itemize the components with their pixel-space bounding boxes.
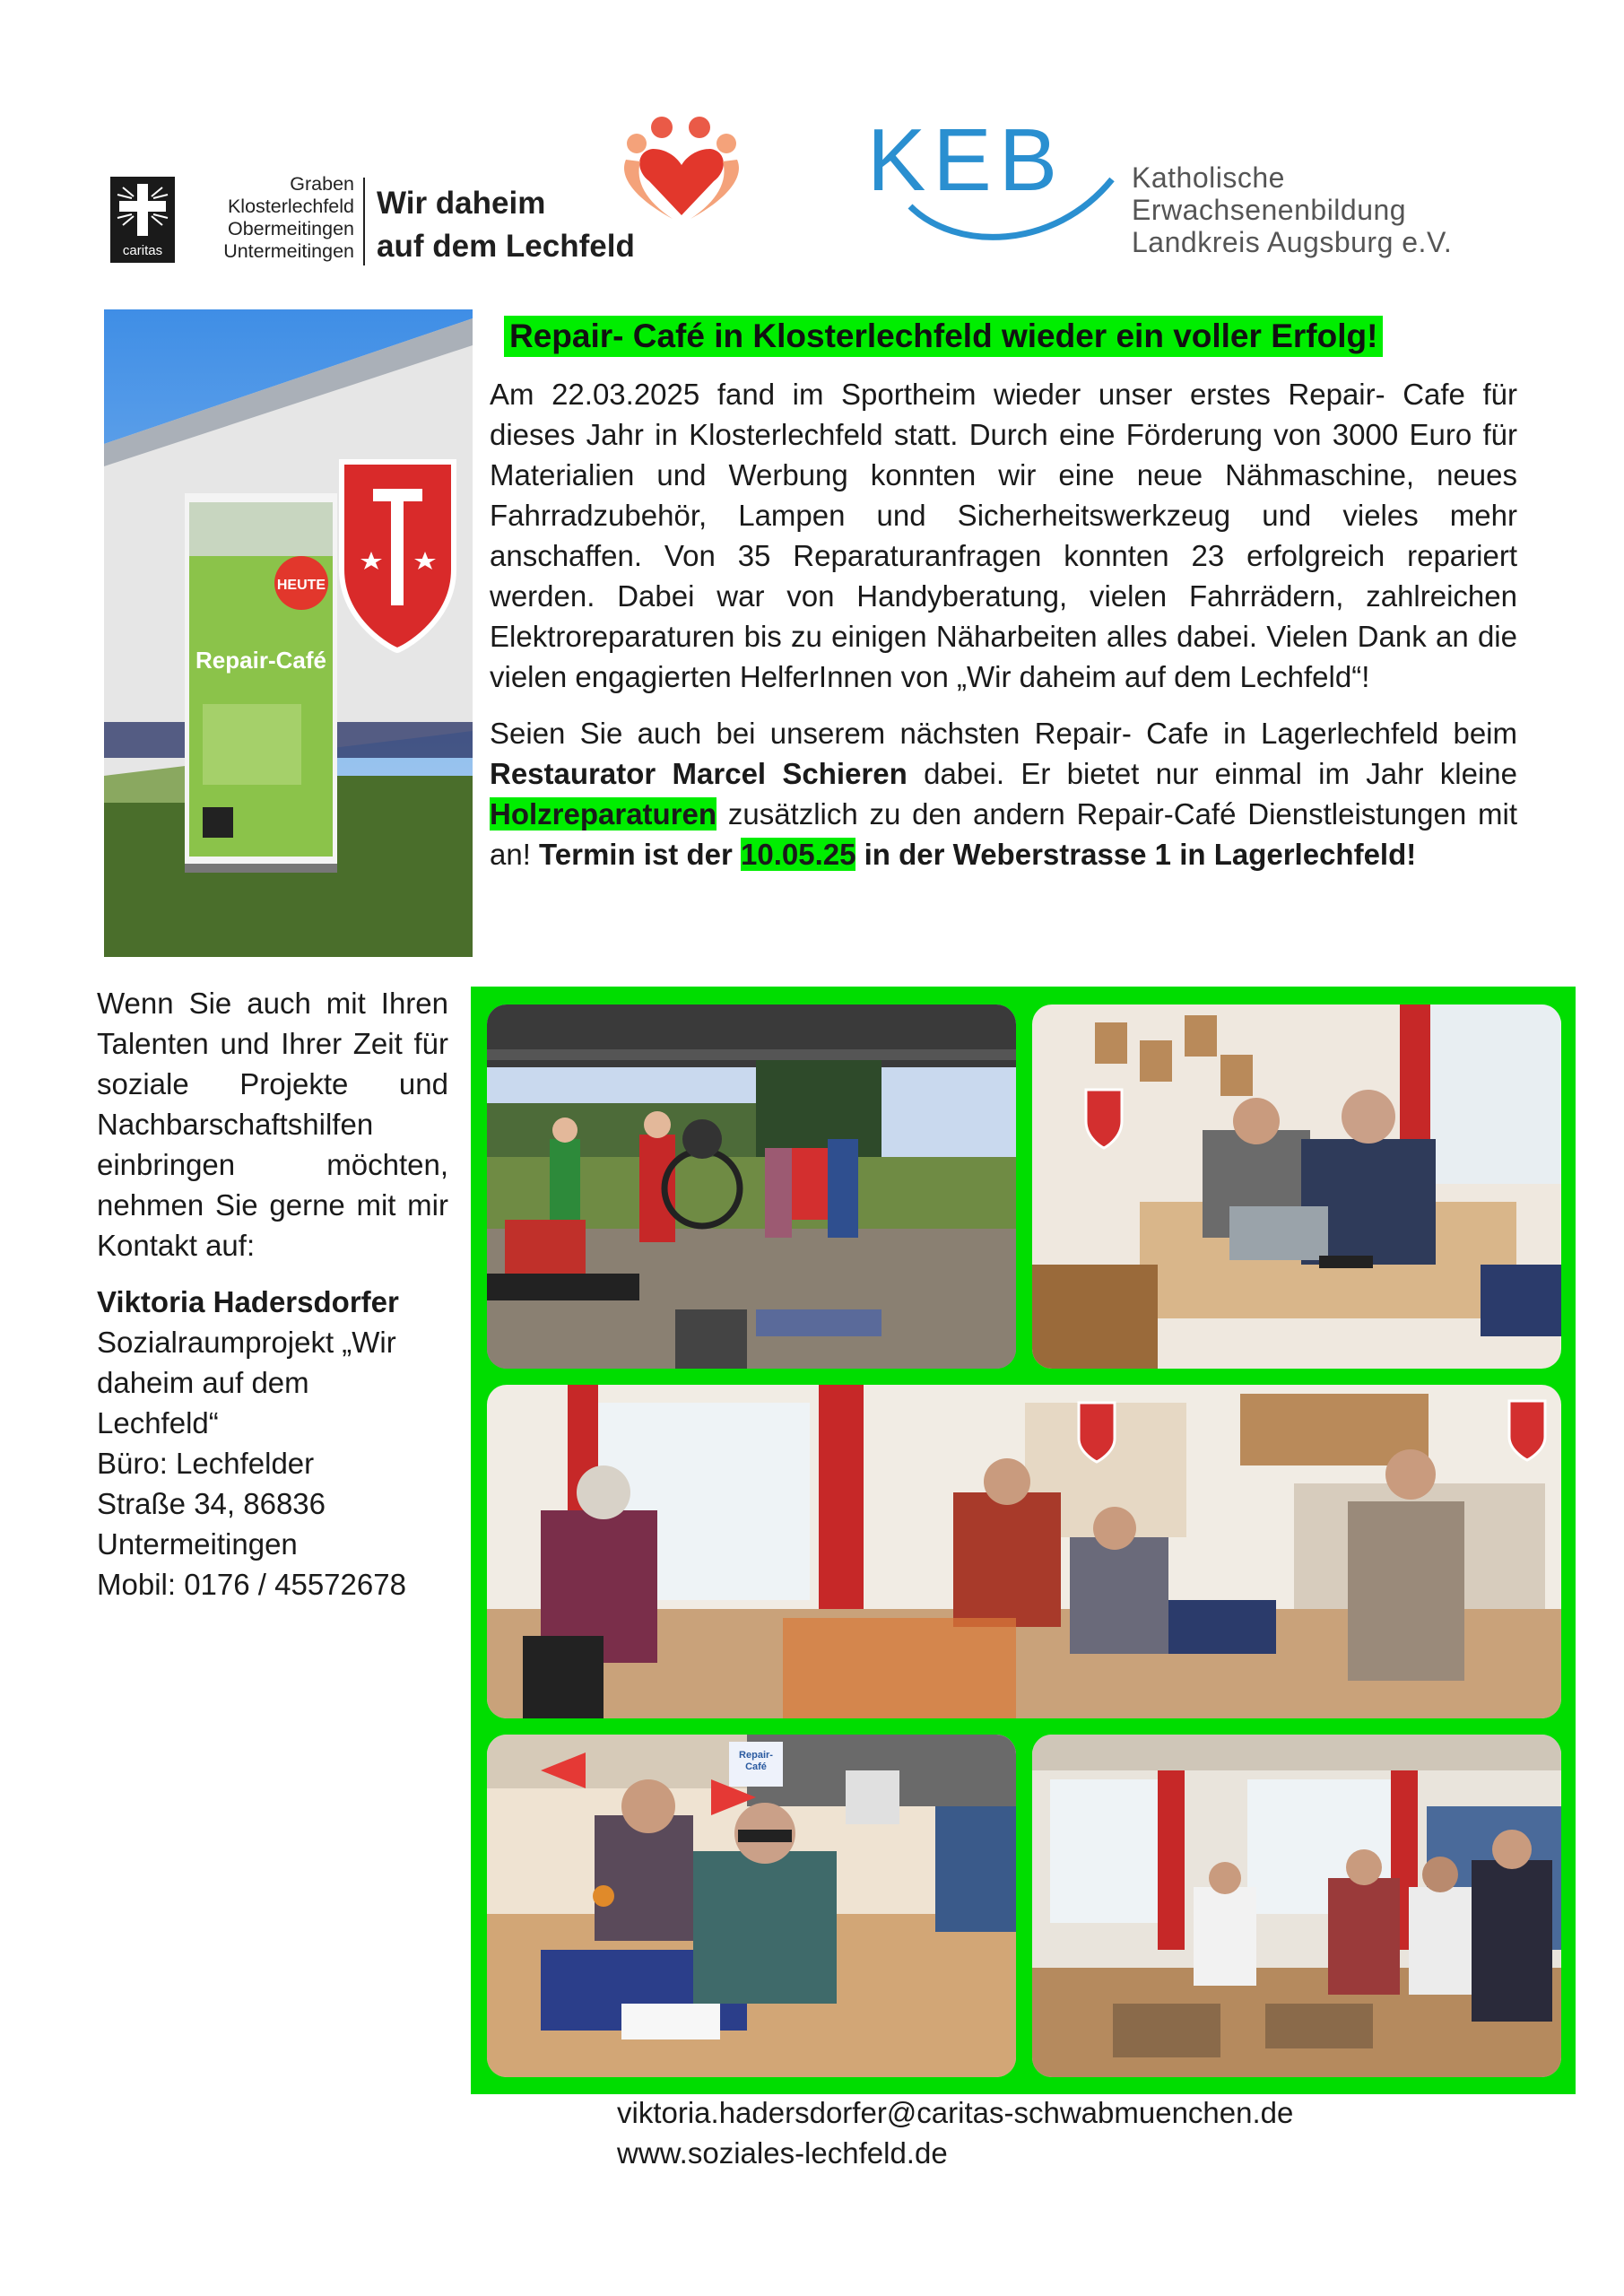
photo-cafe-room-people	[1032, 1735, 1561, 2077]
repair-cafe-sign: Repair-Café	[739, 1750, 773, 1772]
paragraph-next-event	[490, 713, 1517, 874]
photo-women-at-table	[487, 1735, 1016, 2077]
photo-laptop-consultation	[1032, 1004, 1561, 1369]
contact-role-line: daheim auf dem	[97, 1366, 309, 1399]
holzreparaturen-highlight: Holzreparaturen	[490, 797, 717, 831]
contact-role-line: Lechfeld“	[97, 1406, 219, 1439]
contact-address-line: Straße 34, 86836	[97, 1487, 326, 1520]
termin-label: Termin ist der	[539, 838, 741, 871]
keb-logo-text: KEB	[867, 117, 1065, 209]
town-name: Untermeitingen	[223, 240, 354, 262]
banner-heute-text: HEUTE	[276, 578, 326, 593]
event-date-highlight: 10.05.25	[741, 838, 856, 871]
photo-grid	[471, 987, 1576, 2094]
photo-outdoor-bike-repair	[487, 1004, 1016, 1369]
footer-email-link[interactable]: viktoria.hadersdorfer@caritas-schwabmuenchen.de	[617, 2096, 1294, 2129]
photo-repair-room	[487, 1385, 1561, 1718]
footer-website-link[interactable]: www.soziales-lechfeld.de	[617, 2136, 948, 2170]
caritas-label: caritas	[122, 243, 163, 258]
contact-sidebar	[97, 983, 448, 1605]
project-name-line1: Wir daheim	[377, 186, 546, 221]
banner-title-text: Repair-Café	[195, 647, 326, 674]
text-segment: zusätzlich zu den andern Repair-Café Dienstleistungen mit an!	[490, 797, 1517, 871]
caritas-cross-icon	[110, 177, 175, 243]
paragraph-report: Am 22.03.2025 fand im Sportheim wieder unser erstes Repair- Cafe für dieses Jahr in Klosterlechfeld statt. Durch eine Förderung von 3000 Euro für Materialien und Werbung konnten wir eine neue Nähmaschine, neues Fahrradzubehör, Lampen und Sicherheitswerkzeug und vieles mehr anschaffen. Von 35 Reparaturanfragen konnten 23 erfolgreich repariert werden. Dabei war von Handyberatung, vielen Fahrrädern, zahlreichen Elektroreparaturen bis zu einigen Näharbeiten alles dabei. Vielen Dank an die vielen engagierten HelferInnen von „Wir daheim auf dem Lechfeld“!	[490, 378, 1517, 693]
people-heart-logo-icon	[610, 115, 753, 222]
keb-line1: Katholische	[1132, 161, 1285, 194]
keb-organization-name	[1132, 161, 1452, 258]
project-name-line2: auf dem Lechfeld	[377, 229, 635, 264]
contact-intro: Wenn Sie auch mit Ihren Talenten und Ihrer Zeit für soziale Projekte und Nachbarschaftshilfen einbringen möchten, nehmen Sie gerne mit mir Kontakt auf:	[97, 987, 448, 1262]
header-divider	[363, 178, 365, 265]
keb-line3: Landkreis Augsburg e.V.	[1132, 226, 1453, 258]
town-list	[184, 173, 354, 263]
project-name	[377, 182, 635, 268]
headline: Repair- Café in Klosterlechfeld wieder ein voller Erfolg!	[504, 316, 1383, 357]
contact-address-line: Untermeitingen	[97, 1527, 298, 1561]
contact-role-line: Sozialraumprojekt „Wir	[97, 1326, 396, 1359]
restaurator-name: Restaurator Marcel Schieren	[490, 757, 908, 790]
footer-contact	[617, 2092, 1293, 2173]
event-location: in der Weberstrasse 1 in Lagerlechfeld!	[855, 838, 1417, 871]
keb-line2: Erwachsenenbildung	[1132, 194, 1407, 226]
contact-name: Viktoria Hadersdorfer	[97, 1285, 399, 1318]
text-segment: Seien Sie auch bei unserem nächsten Repair- Cafe in Lagerlechfeld beim	[490, 717, 1517, 750]
contact-phone: Mobil: 0176 / 45572678	[97, 1568, 406, 1601]
text-segment: dabei. Er bietet nur einmal im Jahr kleine	[907, 757, 1518, 790]
keb-logo-icon	[865, 117, 1125, 251]
article-body	[490, 374, 1517, 891]
photo-banner-sportheim	[104, 309, 473, 957]
town-name: Obermeitingen	[227, 218, 354, 239]
town-name: Graben	[290, 173, 354, 195]
contact-address-line: Büro: Lechfelder	[97, 1447, 315, 1480]
town-name: Klosterlechfeld	[227, 196, 354, 217]
